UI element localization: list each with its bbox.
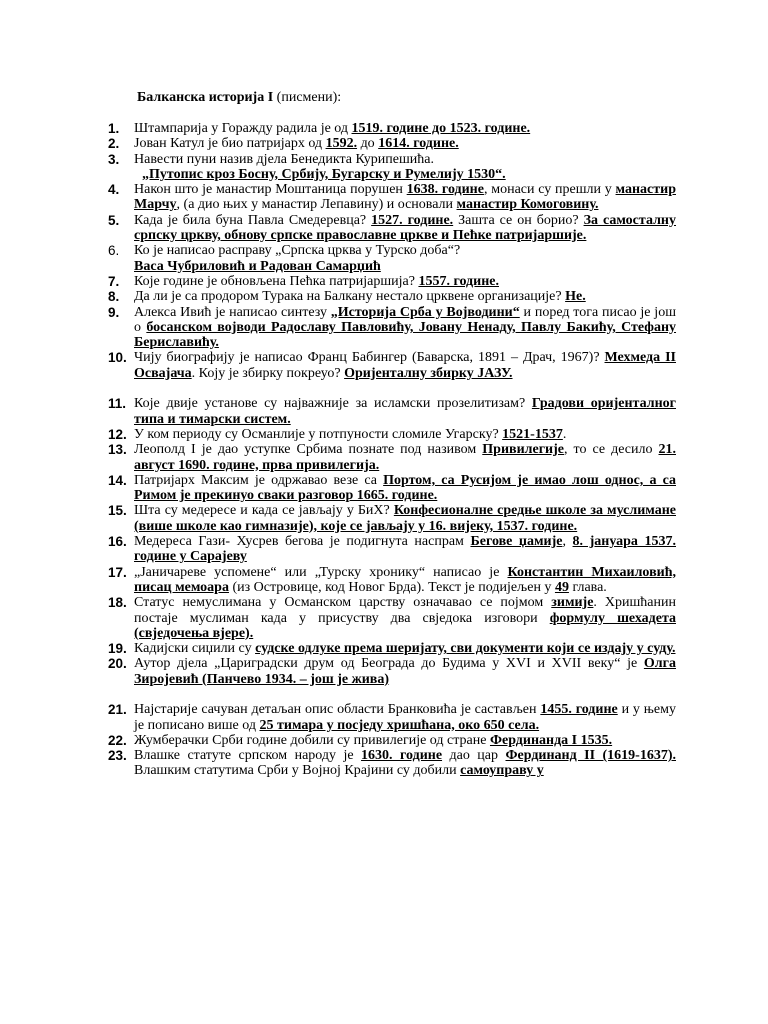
question-number: 3.: [108, 151, 120, 167]
question-item: [108, 595, 676, 641]
prompt-text: Алекса Ивић је написао синтезу: [134, 304, 331, 320]
answer-text: 1455. године: [540, 702, 618, 718]
prompt-text: У ком периоду су Османлије у потпуности сломиле Угарску?: [134, 426, 503, 442]
prompt-text: Влашке статуте српском народу је: [134, 748, 362, 764]
answer-text: самоуправу у: [460, 763, 544, 779]
prompt-text: Ко је написао расправу „Српска црква у Турско доба“?: [134, 243, 461, 259]
prompt-text: и поред тога писао је још о: [134, 304, 676, 335]
prompt-text: Чију биографију је написао Франц Бабингер (Баварска, 1891 – Драч, 1967)?: [134, 350, 605, 366]
answer-text: 21. август 1690. године, прва привилегија.: [134, 442, 676, 473]
answer-text: 49: [554, 579, 569, 595]
answer-text: 1521-1537: [502, 426, 563, 442]
question-text: [134, 656, 676, 687]
question-text: [134, 396, 676, 427]
question-number: 21.: [108, 702, 127, 718]
prompt-text: Зашта се он борио?: [453, 212, 584, 228]
question-item: [108, 182, 676, 213]
prompt-text: Статус немуслимана у Османском царству означавао се појмом: [134, 595, 552, 611]
question-number: 19.: [108, 641, 127, 657]
question-text: [134, 305, 676, 351]
question-item: [108, 733, 676, 748]
question-item: [108, 350, 676, 381]
question-item: [108, 702, 676, 733]
prompt-text: до: [357, 136, 379, 152]
question-item: [108, 534, 676, 565]
prompt-text: .: [562, 426, 567, 442]
question-number: 13.: [108, 442, 127, 458]
question-text: [134, 152, 676, 167]
section-gap: [108, 687, 676, 702]
question-text: [134, 427, 676, 442]
question-number: 17.: [108, 564, 127, 580]
question-item: [108, 213, 676, 244]
question-text: [134, 503, 676, 534]
prompt-text: . Коју је збирку покреуо?: [191, 365, 345, 381]
answer-text: Привилегије: [482, 442, 565, 458]
question-number: 5.: [108, 212, 120, 228]
answer-text: Олга Зиројевић (Панчево 1934. – још је жива): [134, 656, 676, 687]
prompt-text: Које године је обновљена Пећка патријаршија?: [134, 273, 419, 289]
question-text: [134, 534, 676, 565]
title-suffix: (писмени):: [273, 90, 342, 105]
question-text: [134, 136, 676, 151]
question-item: [108, 427, 676, 442]
question-number: 7.: [108, 273, 120, 289]
question-number: 23.: [108, 748, 127, 764]
prompt-text: дао цар: [442, 748, 506, 764]
question-text: [134, 641, 676, 656]
question-text: [134, 259, 676, 274]
answer-text: Оријенталну збирку ЈАЗУ.: [344, 365, 513, 381]
question-item: [108, 396, 676, 427]
answer-text: 1638. године: [406, 182, 484, 198]
question-number: 2.: [108, 136, 120, 152]
question-item: [108, 748, 676, 779]
question-number: 20.: [108, 656, 127, 672]
prompt-text: Кадијски сиџили су: [134, 641, 256, 657]
question-text: [134, 350, 676, 381]
prompt-text: Које двије установе су најважније за исламски прозелитизам?: [134, 396, 532, 412]
prompt-text: Патријарх Максим је одржавао везе са: [134, 472, 384, 488]
prompt-text: . Хришћанин постаје муслиман када у присуству два свједока изговори: [134, 595, 676, 626]
answer-text: Градови оријенталног типа и тимарски систем.: [134, 396, 676, 427]
answer-text: За самосталну српску цркву, обнову српске православне цркве и Пећке патријаршије.: [134, 212, 676, 244]
prompt-text: Аутор дјела „Цариградски друм од Београда до Будима у XVI и XVII веку“ је: [134, 656, 644, 672]
prompt-text: Влашким статутима Срби у Војној Крајини су добили: [134, 763, 461, 779]
question-text: [134, 442, 676, 473]
prompt-text: Јован Катул је био патријарх од: [134, 136, 326, 152]
answer-text: Не.: [565, 289, 586, 305]
question-item: [108, 305, 676, 351]
question-item: [108, 641, 676, 656]
prompt-text: Штампарија у Горажду радила је од: [134, 121, 352, 136]
question-number: 1.: [108, 121, 120, 136]
question-text: [134, 213, 676, 244]
prompt-text: Медереса Гази- Хусрев бегова је подигнута наспрам: [134, 534, 471, 550]
question-text: [134, 289, 676, 304]
prompt-text: Леополд I је дао уступке Србима познате под називом: [134, 442, 483, 458]
answer-text: зимије: [551, 595, 594, 611]
question-text: [134, 733, 676, 748]
question-number: 22.: [108, 732, 127, 748]
question-number: [108, 259, 134, 274]
question-number: 14.: [108, 472, 127, 488]
prompt-text: Када је била буна Павла Смедеревца?: [134, 212, 372, 228]
question-item: [108, 167, 676, 182]
question-item: [108, 136, 676, 151]
question-item: [108, 503, 676, 534]
prompt-text: , то се десило: [564, 442, 659, 458]
answer-text: 1630. године: [361, 748, 443, 764]
answer-text: Фердинанд II (1619-1637).: [505, 748, 676, 764]
question-item: [108, 274, 676, 289]
question-number: 16.: [108, 534, 127, 550]
question-item: [108, 656, 676, 687]
question-number: 12.: [108, 426, 127, 442]
answer-text: 8. јануара 1537. године у Сарајеву: [134, 534, 676, 565]
answer-text: Фердинанда I 1535.: [489, 732, 613, 748]
prompt-text: Да ли је са продором Турака на Балкану нестало црквене организације?: [134, 289, 566, 305]
question-number: 4.: [108, 182, 120, 198]
prompt-text: Шта су медересе и када се јављају у БиХ?: [134, 503, 394, 519]
answer-text: судске одлуке према шеријату, сви документи који се издају у суду.: [255, 641, 676, 657]
answer-text: Конфесионалне средње школе за муслимане (више школе као гимназије), које се јављају у 16. вијеку, 1537. године.: [134, 503, 676, 534]
question-text: [134, 274, 676, 289]
prompt-text: , (а дио њих у манастир Лепавину) и основали: [176, 197, 457, 213]
question-item: [108, 565, 676, 596]
question-item: [108, 152, 676, 167]
question-item: [108, 243, 676, 258]
prompt-text: ,: [562, 534, 573, 550]
question-number: 9.: [108, 304, 120, 320]
question-text: [134, 182, 676, 213]
prompt-text: и у њему је пописано више од: [134, 702, 676, 733]
title-main: Балканска историја I: [137, 90, 274, 105]
section-gap: [108, 381, 676, 396]
answer-text: манастир Комоговину.: [456, 197, 599, 213]
question-item: [108, 121, 676, 136]
question-number: 10.: [108, 350, 127, 366]
prompt-text: Након што је манастир Моштаница порушен: [134, 182, 407, 198]
prompt-text: глава.: [568, 579, 607, 595]
document-title: [137, 90, 341, 106]
answer-text: Мехмеда II Освајача: [134, 350, 676, 381]
answer-text: „Историја Срба у Војводини“: [330, 304, 520, 320]
question-text: [134, 167, 676, 182]
prompt-text: Навести пуни назив дјела Бенедикта Курипешића.: [134, 151, 434, 167]
prompt-text: Најстарије сачуван детаљан опис области Бранковића је састављен: [134, 702, 541, 718]
answer-text: босанском војводи Радославу Павловићу, Јовану Ненаду, Павлу Бакићу, Стефану Бериславићу.: [134, 319, 677, 351]
question-item: [108, 473, 676, 504]
answer-text: Бегове џамије: [470, 534, 563, 550]
question-text: [134, 565, 676, 596]
answer-text: Портом, са Русијом је имао лош однос, а са Римом је прекинуо сваки разговор 1665. године.: [134, 472, 676, 504]
answer-text: Константин Михаиловић, писац мемоара: [134, 564, 676, 595]
question-list: [108, 121, 676, 779]
answer-text: 1527. године.: [371, 212, 454, 228]
answer-text: 1519. године до 1523. године.: [351, 121, 531, 136]
question-text: [134, 748, 676, 779]
question-number: 18.: [108, 595, 127, 611]
question-text: [134, 121, 676, 136]
question-item: [108, 289, 676, 304]
question-item: [108, 259, 676, 274]
answer-text: 25 тимара у посједу хришћана, око 650 села.: [259, 717, 540, 733]
question-number: 6.: [108, 243, 120, 259]
question-number: 15.: [108, 503, 127, 519]
question-number: 11.: [108, 396, 127, 412]
question-item: [108, 442, 676, 473]
prompt-text: Жумберачки Срби године добили су привилегије од стране: [134, 732, 490, 748]
answer-text: „Путопис кроз Босну, Србију, Бугарску и Румелију 1530“.: [142, 166, 506, 182]
answer-text: формулу шехадета (свједочења вјере).: [134, 610, 677, 641]
prompt-text: „Јаничареве успомене“ или „Турску хронику“ написао је: [134, 564, 508, 580]
answer-text: 1557. године.: [418, 273, 499, 289]
answer-text: Васа Чубриловић и Радован Самарџић: [134, 258, 381, 274]
question-text: [134, 702, 676, 733]
question-number: 8.: [108, 289, 120, 305]
answer-text: 1592.: [325, 136, 358, 152]
prompt-text: (из Островице, код Новог Брда). Текст је подијељен у: [228, 579, 555, 595]
question-text: [134, 473, 676, 504]
question-text: [134, 595, 676, 641]
answer-text: манастир Марчу: [134, 182, 676, 213]
prompt-text: , монаси су прешли у: [483, 182, 616, 198]
question-text: [134, 243, 676, 258]
question-number: [108, 167, 134, 182]
answer-text: 1614. године.: [378, 136, 459, 152]
